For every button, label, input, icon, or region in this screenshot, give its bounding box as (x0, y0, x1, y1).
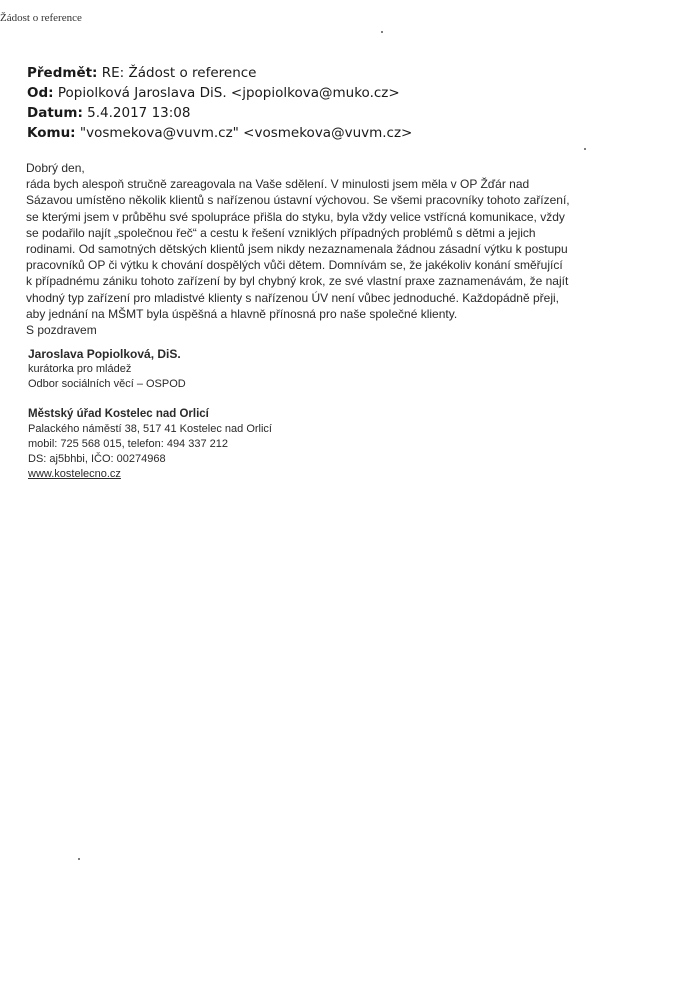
signature-role: kurátorka pro mládež (28, 363, 132, 375)
subject-label: Předmět: (27, 65, 98, 81)
organization-address: Palackého náměstí 38, 517 41 Kostelec nad Orlicí (28, 423, 272, 435)
signature-block (28, 347, 186, 392)
date-value: 5.4.2017 13:08 (87, 105, 191, 121)
signature-name: Jaroslava Popiolková, DiS. (28, 347, 181, 361)
scan-speck (584, 148, 586, 150)
body-line: aby jednání na MŠMT byla úspěšná a hlavně přínosná pro naše společné klienty. (26, 306, 458, 321)
subject-row (27, 63, 412, 83)
organization-name: Městský úřad Kostelec nad Orlicí (28, 408, 209, 420)
body-line: ráda bych alespoň stručně zareagovala na Vaše sdělení. V minulosti jsem měla v OP Žďár nad (26, 177, 530, 192)
scan-speck (78, 858, 80, 860)
date-label: Datum: (27, 105, 83, 121)
organization-phones: mobil: 725 568 015, telefon: 494 337 212 (28, 438, 228, 450)
body-line: k případnému zániku tohoto zařízení by byl chybný krok, ze své vlastní praxe zaznamenávám, že najít (26, 274, 569, 289)
from-value: Popiolková Jaroslava DiS. <jpopiolkova@muko.cz> (57, 85, 400, 101)
date-row (27, 103, 412, 123)
body-line: vhodný typ zařízení pro mladistvé klienty s nařízenou ÚV není vůbec jednoduché. Každopádně přeji, (26, 290, 559, 305)
document-corner-title: Žádost o reference (0, 12, 82, 24)
scan-speck (381, 31, 383, 33)
organization-website-link[interactable]: www.kostelecno.cz (28, 468, 121, 480)
body-line: se kterými jsem v průběhu své spolupráce přišla do styku, byla vždy velice vstřícná komunikace, vždy (26, 209, 565, 224)
to-value: "vosmekova@vuvm.cz" <vosmekova@vuvm.cz> (79, 125, 413, 141)
body-line: Dobrý den, (26, 161, 85, 175)
email-header (27, 63, 412, 143)
body-line: se podařilo najít „společnou řeč“ a cestu k řešení vzniklých případných problémů s dětmi a jejich (26, 225, 536, 240)
organization-ids: DS: aj5bhbi, IČO: 00274968 (28, 453, 166, 465)
body-line: pracovníků OP či výtku k chování dospělých vůči dětem. Domnívám se, že jakékoliv konání směřující (26, 258, 563, 273)
body-line: S pozdravem (26, 323, 97, 338)
to-label: Komu: (27, 125, 76, 141)
from-row (27, 83, 412, 103)
body-line: rodinami. Od samotných dětských klientů jsem nikdy nezaznamenala žádnou zásadní výtku k postupu (26, 242, 568, 257)
body-line: Sázavou umístěno několik klientů s nařízenou ústavní výchovou. Se všemi pracovníky tohoto zařízení, (26, 193, 570, 208)
email-body (26, 160, 646, 338)
to-row (27, 123, 412, 143)
subject-value: RE: Žádost o reference (101, 65, 257, 81)
signature-department: Odbor sociálních věcí – OSPOD (28, 378, 186, 390)
organization-block (28, 407, 272, 482)
from-label: Od: (27, 85, 54, 101)
